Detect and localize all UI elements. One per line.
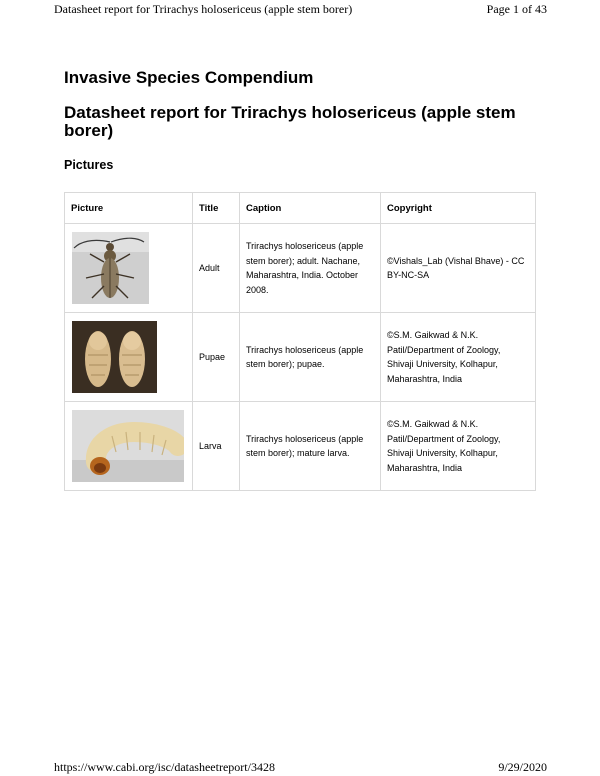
column-header-title: Title [193, 193, 240, 224]
copyright-cell: ©S.M. Gaikwad & N.K. Patil/Department of Zoology, Shivaji University, Kolhapur, Maharashtra, India [381, 313, 536, 402]
pictures-table [64, 192, 536, 491]
picture-cell [65, 402, 193, 491]
title-cell: Larva [193, 402, 240, 491]
copyright-cell: ©Vishals_Lab (Vishal Bhave) - CC BY-NC-SA [381, 224, 536, 313]
column-header-copyright: Copyright [381, 193, 536, 224]
print-date: 9/29/2020 [498, 760, 547, 774]
caption-cell: Trirachys holosericeus (apple stem borer); mature larva. [240, 402, 381, 491]
source-url[interactable]: https://www.cabi.org/isc/datasheetreport/3428 [54, 760, 275, 774]
title-cell: Pupae [193, 313, 240, 402]
larva-image[interactable] [72, 410, 184, 482]
compendium-heading: Invasive Species Compendium [64, 68, 314, 87]
table-row [65, 402, 536, 491]
column-header-picture: Picture [65, 193, 193, 224]
running-header-title: Datasheet report for Trirachys holosericeus (apple stem borer) [54, 2, 353, 16]
page-title: Datasheet report for Trirachys holosericeus (apple stem borer) [64, 103, 516, 140]
copyright-cell: ©S.M. Gaikwad & N.K. Patil/Department of Zoology, Shivaji University, Kolhapur, Maharashtra, India [381, 402, 536, 491]
pictures-section-heading: Pictures [64, 158, 114, 172]
page-number: Page 1 of 43 [486, 2, 547, 16]
column-header-caption: Caption [240, 193, 381, 224]
table-row [65, 224, 536, 313]
adult-beetle-image[interactable] [72, 232, 149, 304]
pupae-image[interactable] [72, 321, 157, 393]
picture-cell [65, 224, 193, 313]
title-cell: Adult [193, 224, 240, 313]
caption-cell: Trirachys holosericeus (apple stem borer); pupae. [240, 313, 381, 402]
caption-cell: Trirachys holosericeus (apple stem borer); adult. Nachane, Maharashtra, India. October 2008. [240, 224, 381, 313]
table-row [65, 313, 536, 402]
table-header-row [65, 193, 536, 224]
picture-cell [65, 313, 193, 402]
